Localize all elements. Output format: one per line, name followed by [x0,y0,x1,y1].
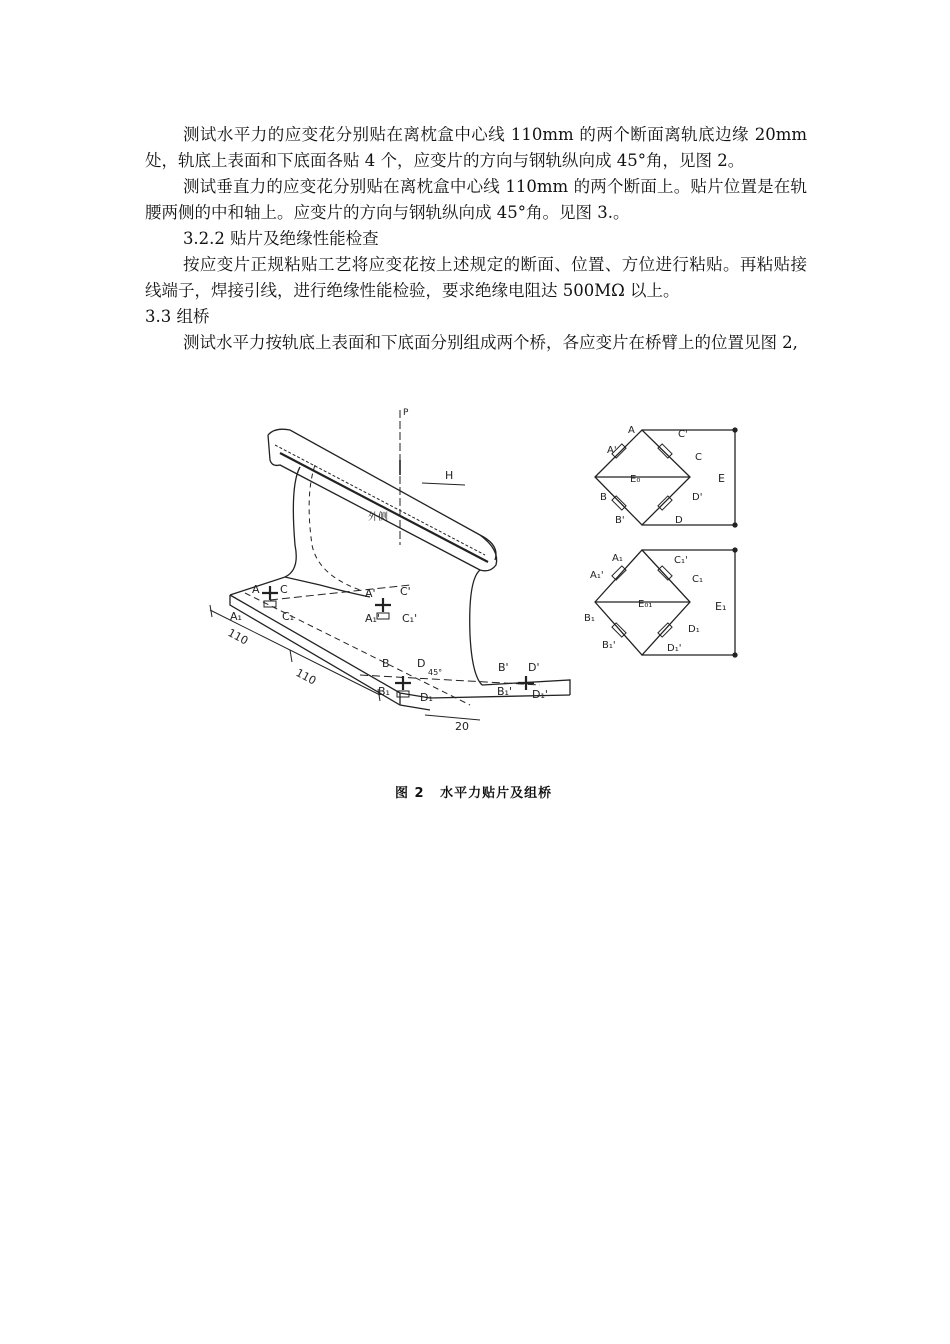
label-C: C [280,583,288,596]
figure-2 [200,405,750,750]
label-H: H [445,469,454,482]
bridge-label-C1p: C₁' [674,555,688,566]
bridge-label-C: C [695,452,702,463]
bridge-label-B: B [600,492,607,503]
bridge-label-Ap: A' [607,445,617,456]
figure-caption [395,782,552,801]
label-outer-side: 外侧 [368,512,388,523]
bridge-label-Eo: E₀ [630,474,641,485]
bridge-top-labels [600,425,725,526]
label-Bp: B' [498,661,509,674]
label-B1: B₁ [378,685,390,698]
label-D1p: D₁' [532,688,548,701]
bridge-label-D: D [675,515,683,526]
label-A: A [252,583,260,596]
bridge-label-Dp: D' [692,492,703,503]
bridge-label-Eo1: E₀₁ [638,599,653,610]
bridge-label-B1: B₁ [584,613,595,624]
bridge-bottom-labels [584,553,726,654]
bridge-label-D1p: D₁' [667,643,682,654]
label-dim-110-b: 110 [293,666,319,688]
bridge-label-Bp: B' [615,515,625,526]
label-P: P [403,408,409,418]
paragraph-gluing-procedure: 按应变片正规粘贴工艺将应变花按上述规定的断面、位置、方位进行粘贴。再粘贴接线端子，焊接引线，进行绝缘性能检验，要求绝缘电阻达 500MΩ 以上。 [145,255,807,300]
label-Ap: A' [365,587,376,600]
label-A1p: A₁' [365,612,380,625]
label-B1p: B₁' [497,685,512,698]
label-C1p: C₁' [402,612,418,625]
label-A1: A₁ [230,610,242,623]
label-Cp: C' [400,585,411,598]
bridge-label-E: E [718,472,725,485]
bridge-label-B1p: B₁' [602,640,616,651]
bridge-label-C1: C₁ [692,574,703,585]
label-Dp: D' [528,661,540,674]
label-C1: C₁ [282,610,295,623]
rail-drawing [210,410,570,720]
bridge-label-A1p: A₁' [590,570,604,581]
caption-text: 水平力贴片及组桥 [440,786,553,801]
caption-number: 图 2 [395,786,425,801]
bridge-label-Cp: C' [678,429,688,440]
paragraph-bridge: 测试水平力按轨底上表面和下底面分别组成两个桥，各应变片在桥臂上的位置见图 2, [182,333,798,352]
label-angle: 45° [428,668,443,677]
paragraph-horizontal-force: 测试水平力的应变花分别贴在离枕盒中心线 110mm 的两个断面离轨底边缘 20mm 处，轨底上表面和下底面各贴 4 个，应变片的方向与钢轨纵向成 45°角，见图 2。 [145,125,807,170]
label-dim-20: 20 [455,720,469,733]
label-D1: D₁ [420,691,433,704]
bridge-label-E1: E₁ [715,600,727,613]
bridge-top [595,428,737,527]
section-heading: 3.3 组桥 [145,307,210,326]
subsection-heading: 3.2.2 贴片及绝缘性能检查 [182,229,379,248]
figure-2-drawing [200,405,750,750]
bridge-label-A1: A₁ [612,553,623,564]
label-B: B [382,657,390,670]
bridge-label-D1: D₁ [688,624,700,635]
paragraph-vertical-force: 测试垂直力的应变花分别贴在离枕盒中心线 110mm 的两个断面上。贴片位置是在轨腰两侧的中和轴上。应变片的方向与钢轨纵向成 45°角。见图 3.。 [145,177,807,222]
label-dim-110-a: 110 [225,626,251,648]
rail-labels [226,408,548,733]
body-text [145,122,807,356]
bridge-label-A: A [628,425,635,436]
label-D: D [417,657,426,670]
